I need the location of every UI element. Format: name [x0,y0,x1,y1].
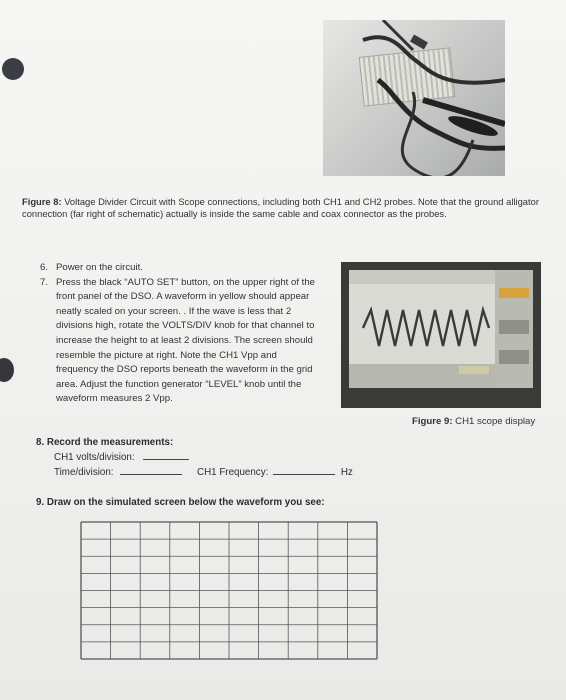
grid-lines [80,521,378,660]
scope-display-photo [341,262,541,408]
scope-waveform-image [349,270,533,388]
figure-9-caption [412,416,535,427]
measurements-heading: 8. Record the measurements: [36,437,174,448]
volts-row [36,450,353,465]
step-text: Press the black “AUTO SET” button, on the upper right of the front panel of the DSO. A waveform in yellow should appear neatly scaled on your screen. . If the wave is less that 2 divisions high, rotate the VOLTS/DIV knob for that channel to increase the height to at least 2 divisions. The screen should resemble the picture at right. Note the CH1 Vpp and frequency the DSO reports beneath the waveform in the grid area. Adjust the function generator “LEVEL” knob until the waveform measures 2 Vpp. [56,276,315,405]
step-6 [40,261,320,276]
time-answer-blank[interactable] [120,465,182,475]
procedure-steps [40,261,320,407]
figure-9-label: Figure 9: [412,416,453,427]
step-number: 6. [40,262,49,273]
time-row [36,465,353,480]
figure-8-label: Figure 8: [22,196,62,207]
step-number: 7. [40,276,49,288]
step-text: Power on the circuit. [56,262,143,273]
step-7 [40,276,320,407]
volts-answer-blank[interactable] [143,450,189,460]
simulated-scope-grid[interactable] [80,521,378,660]
measurements-section [36,436,353,480]
volts-label: CH1 volts/division: [54,452,135,463]
punch-hole [0,358,14,382]
circuit-photo [323,20,505,176]
freq-label: CH1 Frequency: [197,467,269,478]
scope-screen [349,270,533,388]
time-label: Time/division: [54,467,114,478]
freq-unit: Hz [340,467,353,478]
freq-answer-blank[interactable] [273,465,335,475]
figure-9-text: CH1 scope display [452,416,536,427]
probe-cables-image [323,20,505,176]
figure-8-caption [22,196,550,220]
question-9: 9. Draw on the simulated screen below the waveform you see: [36,497,325,508]
punch-hole [2,58,24,80]
figure-8-text: Voltage Divider Circuit with Scope connections, including both CH1 and CH2 probes. Note that the ground alligator connection (far right of schematic) actually is inside the same cable and coax connector as the probes. [22,196,539,219]
